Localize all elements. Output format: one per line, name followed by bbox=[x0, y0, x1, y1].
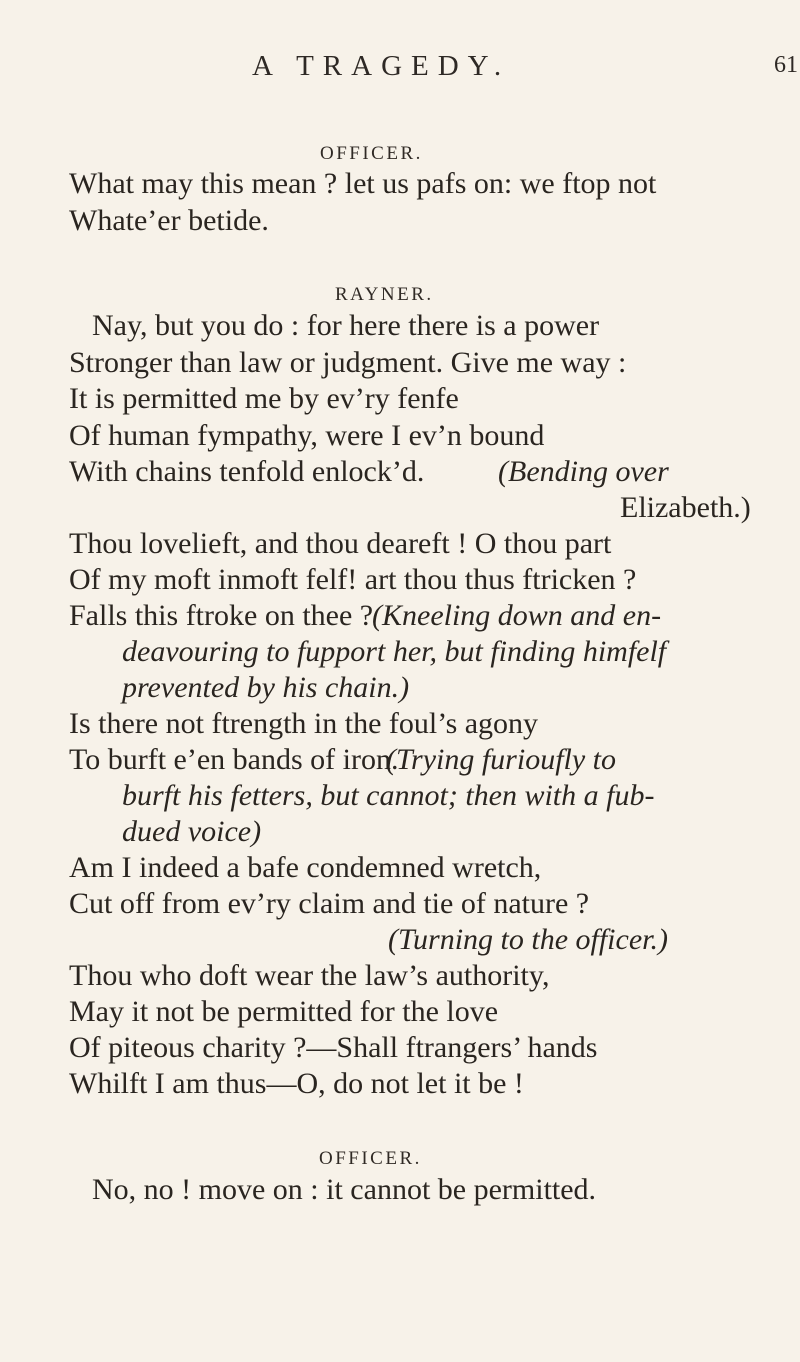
verse-line: Whate’er betide. bbox=[69, 204, 269, 237]
stage-direction: prevented by his chain.) bbox=[122, 671, 410, 704]
verse-line: Whilft I am thus—O, do not let it be ! bbox=[69, 1067, 524, 1100]
verse-line: Thou who doft wear the law’s authority, bbox=[69, 959, 550, 992]
stage-direction: deavouring to fupport her, but finding himfelf bbox=[122, 635, 667, 668]
verse-line: With chains tenfold enlock’d. bbox=[69, 455, 425, 488]
stage-direction: (Bending over bbox=[498, 455, 669, 488]
verse-line: May it not be permitted for the love bbox=[69, 995, 499, 1028]
stage-direction: (Turning to the officer.) bbox=[388, 923, 668, 956]
verse-line: Nay, but you do : for here there is a power bbox=[92, 309, 600, 342]
verse-line: To burft e’en bands of iron. bbox=[69, 743, 399, 776]
speaker-officer: OFFICER. bbox=[319, 1148, 422, 1169]
page-header bbox=[0, 50, 800, 90]
stage-direction: (Trying furioufly to bbox=[386, 743, 617, 776]
verse-line: Is there not ftrength in the foul’s agony bbox=[69, 707, 539, 740]
verse-line: Of piteous charity ?—Shall ftrangers’ hands bbox=[69, 1031, 598, 1064]
stage-direction: (Kneeling down and en- bbox=[372, 599, 662, 632]
speaker-officer: OFFICER. bbox=[320, 143, 423, 164]
verse-line: No, no ! move on : it cannot be permitted. bbox=[92, 1173, 597, 1206]
verse-line: Thou lovelieft, and thou deareft ! O thou part bbox=[69, 527, 612, 560]
stage-direction: dued voice) bbox=[122, 815, 262, 848]
verse-line: Of my moft inmoft felf! art thou thus ftricken ? bbox=[69, 563, 637, 596]
speaker-rayner: RAYNER. bbox=[335, 284, 434, 305]
stage-direction: Elizabeth.) bbox=[620, 491, 751, 524]
running-title: A TRAGEDY. bbox=[252, 50, 511, 82]
verse-line: Stronger than law or judgment. Give me way : bbox=[69, 346, 627, 379]
page-number: 61 bbox=[774, 52, 798, 78]
verse-line: Of human fympathy, were I ev’n bound bbox=[69, 419, 545, 452]
verse-line: Cut off from ev’ry claim and tie of nature ? bbox=[69, 887, 590, 920]
verse-line: Am I indeed a bafe condemned wretch, bbox=[69, 851, 542, 884]
stage-direction: burft his fetters, but cannot; then with a fub- bbox=[122, 779, 655, 812]
verse-line: What may this mean ? let us pafs on: we ftop not bbox=[69, 167, 657, 200]
verse-line: It is permitted me by ev’ry fenfe bbox=[69, 382, 459, 415]
verse-line: Falls this ftroke on thee ? bbox=[69, 599, 374, 632]
